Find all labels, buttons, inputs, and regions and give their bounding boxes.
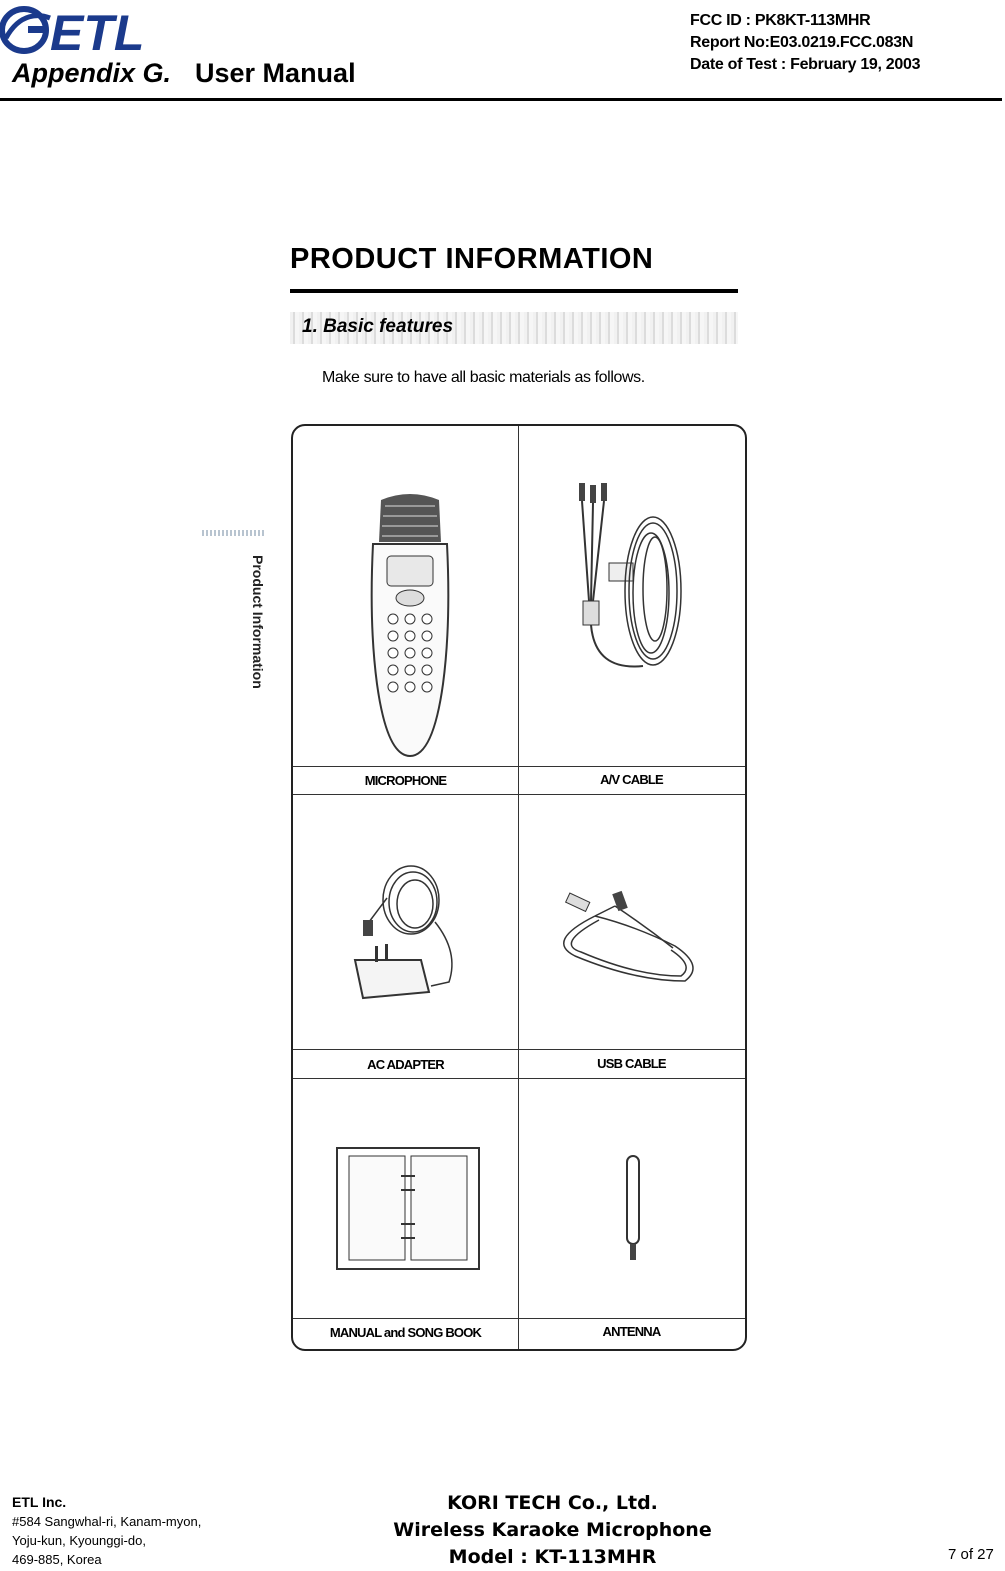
caption-av-cable: A/V CABLE xyxy=(600,772,663,787)
header-divider xyxy=(0,98,1002,101)
book-icon xyxy=(335,1146,481,1271)
address-line: 469-885, Korea xyxy=(12,1552,102,1567)
fcc-id: FCC ID : PK8KT-113MHR xyxy=(690,12,871,29)
caption-antenna: ANTENNA xyxy=(602,1324,661,1339)
model-number: Model : KT-113MHR xyxy=(448,1546,657,1568)
grid-divider xyxy=(293,794,745,795)
caption-ac-adapter: AC ADAPTER xyxy=(367,1057,444,1072)
page-number: 7 of 27 xyxy=(948,1546,994,1563)
materials-grid xyxy=(291,424,747,1351)
grid-divider xyxy=(293,766,745,767)
appendix-label: Appendix G. xyxy=(12,58,172,88)
address-line: Yoju-kun, Kyounggi-do, xyxy=(12,1533,146,1548)
section-title: User Manual xyxy=(195,58,356,88)
usb-cable-icon xyxy=(555,886,705,996)
product-name: Wireless Karaoke Microphone xyxy=(393,1519,712,1541)
ac-adapter-icon xyxy=(351,862,471,1012)
test-date: Date of Test : February 19, 2003 xyxy=(690,56,921,73)
antenna-icon xyxy=(623,1154,643,1264)
product-info xyxy=(355,1490,750,1571)
grid-divider xyxy=(293,1078,745,1079)
client-name: KORI TECH Co., Ltd. xyxy=(447,1492,658,1514)
lab-name: ETL Inc. xyxy=(12,1494,67,1510)
report-info xyxy=(690,10,920,76)
etl-logo xyxy=(0,2,170,58)
caption-usb-cable: USB CABLE xyxy=(597,1056,666,1071)
section-heading: 1. Basic features xyxy=(302,316,454,337)
report-number: Report No:E03.0219.FCC.083N xyxy=(690,34,914,51)
side-tab xyxy=(248,555,268,720)
lab-address xyxy=(12,1493,201,1569)
product-information-title: PRODUCT INFORMATION xyxy=(290,243,654,275)
address-line: #584 Sangwhal-ri, Kanam-myon, xyxy=(12,1514,202,1529)
grid-divider xyxy=(293,1049,745,1050)
caption-microphone: MICROPHONE xyxy=(364,773,447,788)
scan-artifact xyxy=(202,530,264,536)
logo-text: ETL xyxy=(50,5,145,58)
document-title xyxy=(12,58,356,89)
microphone-icon xyxy=(363,494,458,759)
grid-divider xyxy=(518,426,519,1349)
grid-divider xyxy=(293,1318,745,1319)
caption-manual-songbook: MANUAL and SONG BOOK xyxy=(329,1325,482,1340)
side-tab-label: Product Information xyxy=(250,555,266,689)
intro-text: Make sure to have all basic materials as follows. xyxy=(322,369,645,386)
av-cable-icon xyxy=(573,481,683,681)
title-underline xyxy=(290,289,738,293)
